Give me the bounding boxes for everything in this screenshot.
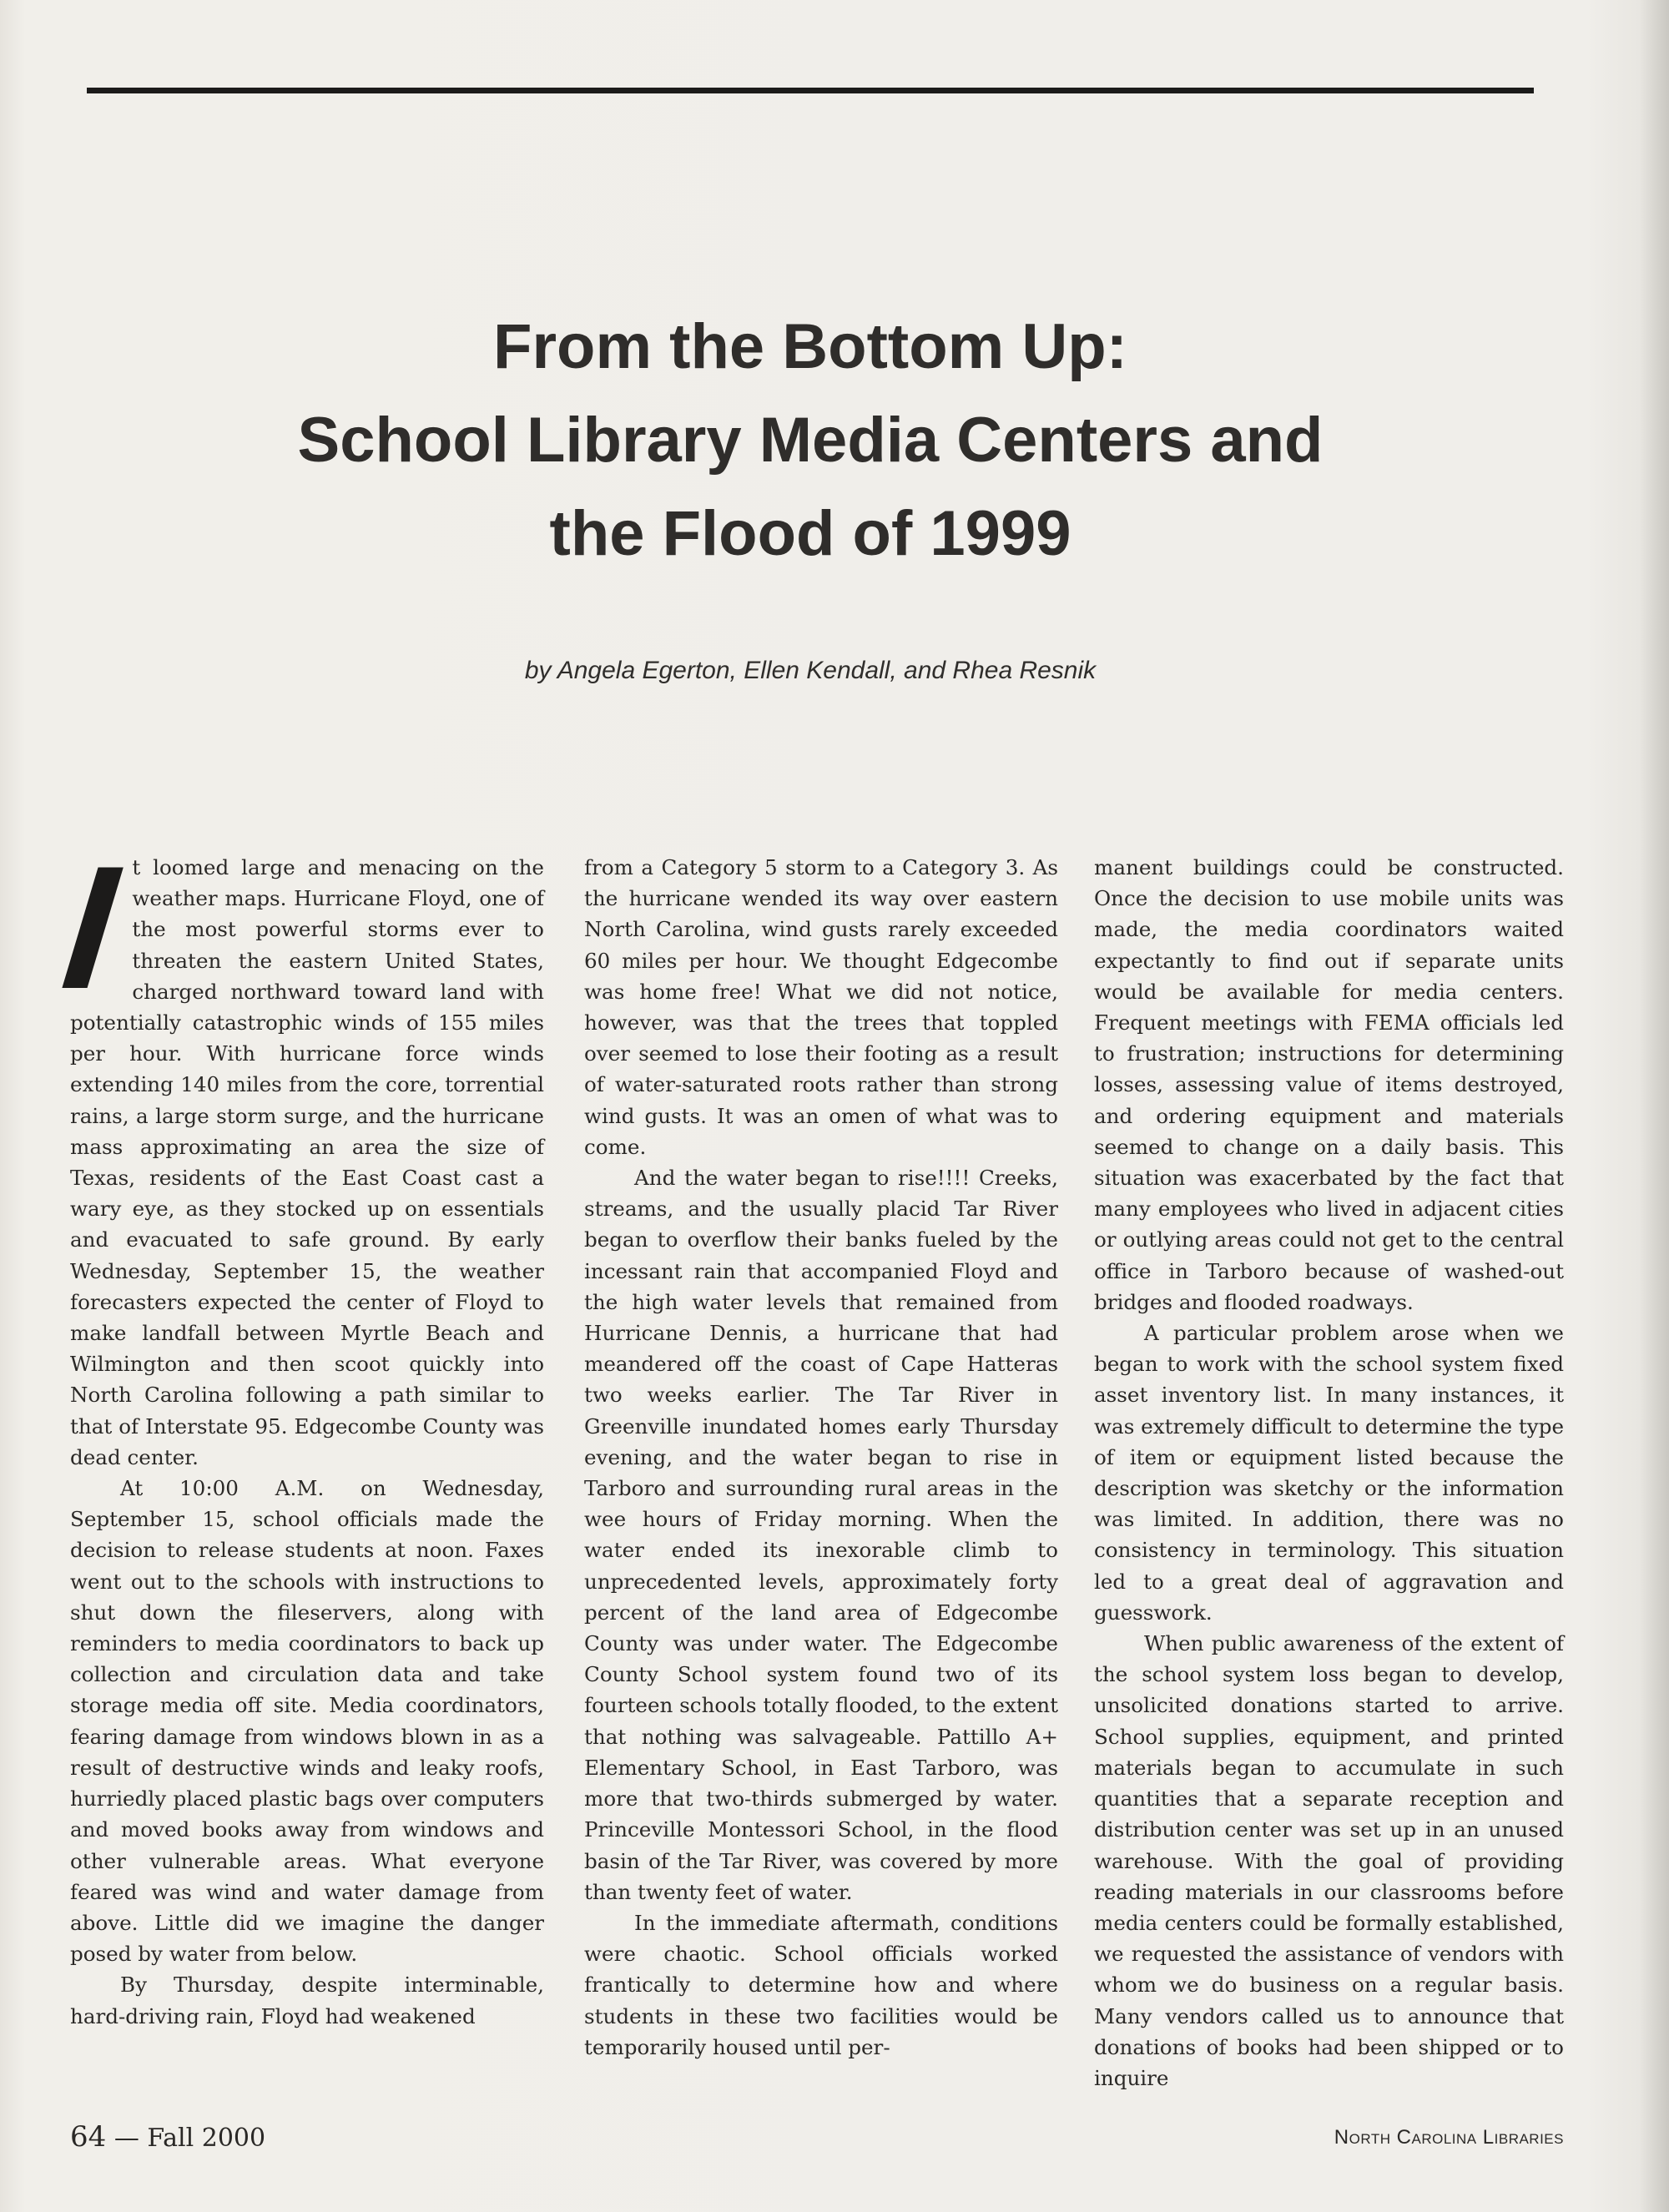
page-number: 64: [70, 2120, 107, 2154]
title-line-1: From the Bottom Up:: [493, 311, 1127, 382]
paragraph: When public awareness of the extent of the school system loss began to develop, unsolicited donations started to arrive. School supplies, equipment, and printed materials began to accumulate in such quantities that a separate reception and distribution center was set up in an unused warehouse. With the goal of providing reading materials in our classrooms before media centers could be formally established, we requested the assistance of vendors with whom we do business on a regular basis. Many vendors called us to announce that donations of books had been shipped or to inquire: [1094, 1631, 1564, 2090]
text-column-3: [1094, 852, 1564, 2090]
issue-date: — Fall 2000: [113, 2124, 266, 2153]
paragraph: And the water began to rise!!!! Creeks, streams, and the usually placid Tar River began to overflow their banks fueled by the incessant rain that accompanied Floyd and the high water levels that remained from Hurricane Dennis, a hurricane that had meandered off the coast of Cape Hatteras two weeks earlier. The Tar River in Greenville inundated homes early Thursday evening, and the water began to rise in Tarboro and surrounding rural areas in the wee hours of Friday morning. When the water ended its inexorable climb to unprecedented levels, approximately forty percent of the land area of Edgecombe County was under water. The Edgecombe County School system found two of its fourteen schools totally flooded, to the extent that nothing was salvageable. Pattillo A+ Elementary School, in East Tarboro, was more that two-thirds submerged by water. Princeville Montessori School, in the flood basin of the Tar River, was covered by more than twenty feet of water.: [584, 1166, 1058, 1904]
paragraph: By Thursday, despite interminable, hard-driving rain, Floyd had weakened: [70, 1973, 544, 2028]
top-rule: [87, 88, 1534, 93]
byline: by Angela Egerton, Ellen Kendall, and Rhea Resnik: [524, 657, 1097, 684]
paragraph: t loomed large and menacing on the weather maps. Hurricane Floyd, one of the most powerful storms ever to threaten the eastern United States, charged northward toward land with potentially catastrophic winds of 155 miles per hour. With hurricane force winds extending 140 miles from the core, torrential rains, a large storm surge, and the hurricane mass approximating an area the size of Texas, residents of the East Coast cast a wary eye, as they stocked up on essentials and evacuated to safe ground. By early Wednesday, September 15, the weather forecasters expected the center of Floyd to make landfall between Myrtle Beach and Wilmington and then scoot quickly into North Carolina following a path similar to that of Interstate 95. Edgecombe County was dead center.: [70, 855, 544, 1469]
paragraph: In the immediate aftermath, conditions were chaotic. School officials worked frantically to determine how and where students in these two facilities would be temporarily housed until per-: [584, 1910, 1058, 2059]
text-column-2: [584, 852, 1058, 2070]
title-line-3: the Flood of 1999: [549, 498, 1071, 569]
paragraph: At 10:00 A.M. on Wednesday, September 15, school officials made the decision to release students at noon. Faxes went out to the schools with instructions to shut down the fileservers, along with reminders to media coordinators to back up collection and circulation data and take storage media off site. Media coordinators, fearing damage from windows blown in as a result of destructive winds and leaky roofs, hurriedly placed plastic bags over computers and moved books away from windows and other vulnerable areas. What everyone feared was wind and water damage from above. Little did we imagine the danger posed by water from below.: [70, 1476, 544, 1967]
title-line-2: School Library Media Centers and: [297, 405, 1324, 476]
text-column-1: [54, 829, 544, 2070]
article-title: [87, 300, 1534, 581]
page-edge-shadow: [1639, 0, 1669, 2212]
journal-name: North Carolina Libraries: [1334, 2126, 1564, 2149]
paragraph: from a Category 5 storm to a Category 3. As the hurricane wended its way over eastern North Carolina, wind gusts rarely exceeded 60 miles per hour. We thought Edgecombe was home free! What we did not notice, however, was that the trees that toppled over seemed to lose their footing as a result of water-saturated roots rather than strong wind gusts. It was an omen of what was to come.: [584, 855, 1058, 1159]
drop-cap: I: [54, 829, 125, 1025]
page-footer-left: [70, 2120, 265, 2154]
paragraph: manent buildings could be constructed. Once the decision to use mobile units was made, the media coordinators waited expectantly to find out if separate units would be available for media centers. Frequent meetings with FEMA officials led to frustration; instructions for determining losses, assessing value of items destroyed, and ordering equipment and materials seemed to change on a daily basis. This situation was exacerbated by the fact that many employees who lived in adjacent cities or outlying areas could not get to the central office in Tarboro because of washed-out bridges and flooded roadways.: [1094, 855, 1564, 1314]
paragraph: A particular problem arose when we began to work with the school system fixed asset inventory list. In many instances, it was extremely difficult to determine the type of item or equipment listed because the description was sketchy or the information was limited. In addition, there was no consistency in terminology. This situation led to a great deal of aggravation and guesswork.: [1094, 1321, 1564, 1625]
